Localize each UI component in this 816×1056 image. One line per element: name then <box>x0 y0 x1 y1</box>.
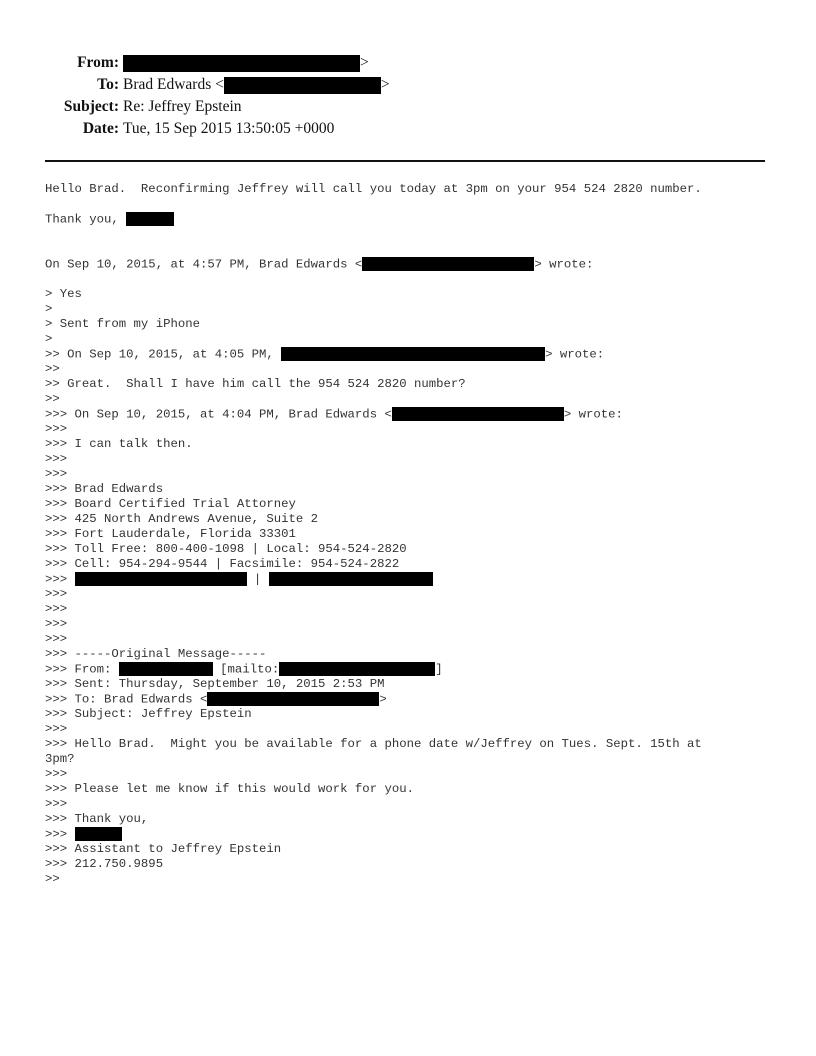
greeting-line: Hello Brad. Reconfirming Jeffrey will call you today at 3pm on your 954 524 2820 number. <box>45 182 702 196</box>
redaction-bar <box>207 692 379 706</box>
date-row <box>0 118 816 140</box>
email-header <box>0 52 816 140</box>
date-label: Date: <box>82 120 119 137</box>
redaction-bar <box>279 662 435 676</box>
original-phone-line: >>> 212.750.9895 <box>45 857 164 871</box>
subject-row <box>0 96 816 118</box>
quote-line: > <box>45 332 53 346</box>
wrote-line-2: >> On Sep 10, 2015, at 4:05 PM, > wrote: <box>45 347 605 362</box>
wrote-line-3: >>> On Sep 10, 2015, at 4:04 PM, Brad Edwards < > wrote: <box>45 407 623 422</box>
signature-line: >>> Toll Free: 800-400-1098 | Local: 954-524-2820 <box>45 542 407 556</box>
quote-line: >>> <box>45 797 68 811</box>
quote-line: > Yes <box>45 287 82 301</box>
original-hello-line: >>> Hello Brad. Might you be available for a phone date w/Jeffrey on Tues. Sept. 15th at <box>45 737 702 751</box>
signature-links-line: >>> | <box>45 572 775 587</box>
quote-line: >>> <box>45 632 68 646</box>
quote-line: >>> <box>45 422 68 436</box>
signature-line: >>> Brad Edwards <box>45 482 164 496</box>
signature-line: >>> Board Certified Trial Attorney <box>45 497 296 511</box>
quote-line: > Sent from my iPhone <box>45 317 200 331</box>
signature-line: >>> Cell: 954-294-9544 | Facsimile: 954-524-2822 <box>45 557 400 571</box>
original-name-line: >>> <box>45 827 775 842</box>
redaction-bar <box>269 572 433 586</box>
redaction-bar <box>281 347 545 361</box>
redaction-bar <box>119 662 213 676</box>
original-message-line: >>> -----Original Message----- <box>45 647 267 661</box>
to-value: Brad Edwards < > <box>123 76 390 93</box>
date-value: Tue, 15 Sep 2015 13:50:05 +0000 <box>123 120 335 137</box>
quote-line: >>> <box>45 602 68 616</box>
original-from-line: >>> From: [mailto: ] <box>45 662 443 677</box>
original-assistant-line: >>> Assistant to Jeffrey Epstein <box>45 842 282 856</box>
quote-line: >>> <box>45 617 68 631</box>
quote-line: >> <box>45 392 60 406</box>
from-label: From: <box>77 54 119 71</box>
thanks-line: Thank you, <box>45 212 775 227</box>
to-row <box>0 74 816 96</box>
quote-line: >> Great. Shall I have him call the 954 524 2820 number? <box>45 377 466 391</box>
original-please-line: >>> Please let me know if this would work for you. <box>45 782 414 796</box>
redaction-bar <box>126 212 174 226</box>
quote-line: >> <box>45 872 60 886</box>
quote-line: >> <box>45 362 60 376</box>
to-label: To: <box>97 76 119 93</box>
quote-line: > <box>45 302 53 316</box>
signature-line: >>> 425 North Andrews Avenue, Suite 2 <box>45 512 319 526</box>
quote-line: >>> <box>45 587 68 601</box>
subject-value: Re: Jeffrey Epstein <box>123 98 242 115</box>
original-to-line: >>> To: Brad Edwards < > <box>45 692 387 707</box>
redaction-bar <box>362 257 534 271</box>
quote-line: >>> <box>45 767 68 781</box>
quote-line: >>> <box>45 722 68 736</box>
signature-line: >>> Fort Lauderdale, Florida 33301 <box>45 527 296 541</box>
original-sent-line: >>> Sent: Thursday, September 10, 2015 2:53 PM <box>45 677 385 691</box>
quote-line: >>> <box>45 467 68 481</box>
redaction-bar <box>75 572 247 586</box>
original-subject-line: >>> Subject: Jeffrey Epstein <box>45 707 252 721</box>
header-divider <box>45 160 765 162</box>
original-thanks-line: >>> Thank you, <box>45 812 149 826</box>
from-row <box>0 52 816 74</box>
redaction-bar <box>75 827 122 841</box>
original-hello-line-wrap: 3pm? <box>45 752 75 766</box>
redaction-bar <box>123 55 360 72</box>
email-body <box>45 182 775 887</box>
quote-line: >>> I can talk then. <box>45 437 193 451</box>
redaction-bar <box>224 77 381 94</box>
redaction-bar <box>392 407 564 421</box>
wrote-line-1: On Sep 10, 2015, at 4:57 PM, Brad Edwards < > wrote: <box>45 257 594 272</box>
from-value: > <box>123 52 369 74</box>
quote-line: >>> <box>45 452 68 466</box>
subject-label: Subject: <box>63 98 119 115</box>
